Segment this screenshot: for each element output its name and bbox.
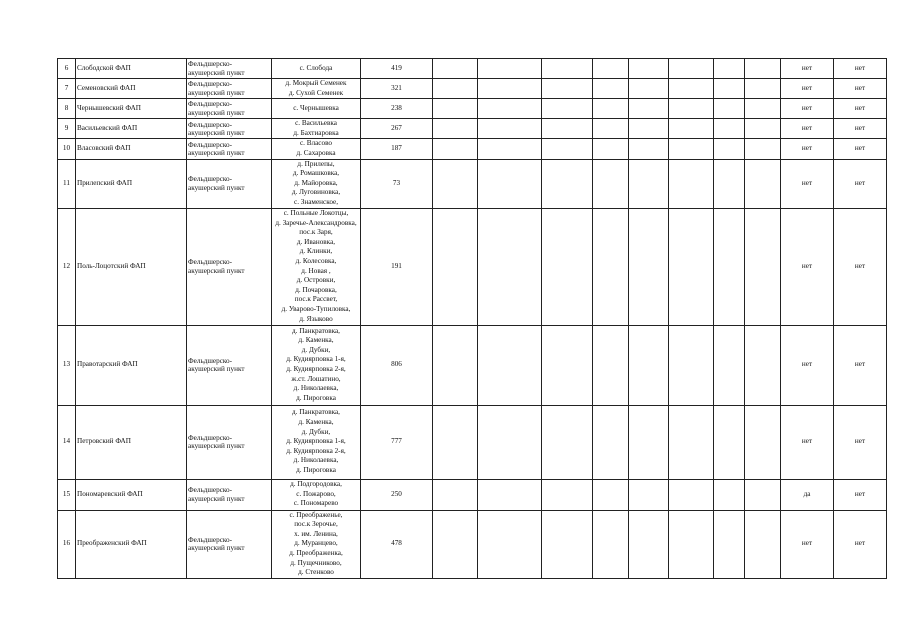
facility-name-cell: Слободской ФАП [76, 59, 187, 79]
empty-cell [542, 159, 593, 208]
empty-cell [714, 405, 745, 479]
empty-cell [478, 119, 542, 139]
empty-cell [433, 510, 478, 578]
empty-cell [593, 208, 629, 325]
facility-name-cell: Преображенский ФАП [76, 510, 187, 578]
table-row [58, 79, 887, 99]
flag-cell-a: нет [781, 405, 834, 479]
empty-cell [629, 139, 669, 159]
facility-type-cell-line: акушерский пункт [188, 544, 245, 553]
flag-cell-b: нет [834, 510, 887, 578]
localities-cell [272, 510, 361, 578]
localities-cell-line: д. Преображенка, [289, 548, 343, 557]
empty-cell [669, 325, 714, 405]
empty-cell [542, 99, 593, 119]
table-row [58, 325, 887, 405]
flag-cell-a: нет [781, 159, 834, 208]
empty-cell [542, 79, 593, 99]
facility-name-cell: Власовский ФАП [76, 139, 187, 159]
empty-cell [433, 325, 478, 405]
table-row [58, 59, 887, 79]
table-row [58, 405, 887, 479]
empty-cell [714, 139, 745, 159]
empty-cell [669, 119, 714, 139]
empty-cell [629, 479, 669, 510]
empty-cell [433, 159, 478, 208]
population-cell: 250 [361, 479, 433, 510]
empty-cell [433, 59, 478, 79]
flag-cell-a: нет [781, 510, 834, 578]
empty-cell [433, 208, 478, 325]
empty-cell [542, 208, 593, 325]
row-number-cell: 9 [58, 119, 76, 139]
empty-cell [629, 59, 669, 79]
empty-cell [669, 208, 714, 325]
empty-cell [669, 510, 714, 578]
localities-cell-line: д. Подгородовка, [290, 480, 342, 489]
localities-cell-line: д. Пущечниково, [290, 558, 342, 567]
localities-cell-line: д. Николаевка, [293, 384, 339, 393]
row-number-cell: 7 [58, 79, 76, 99]
row-number-cell: 8 [58, 99, 76, 119]
facility-name-cell: Поль-Лоцотский ФАП [76, 208, 187, 325]
empty-cell [714, 59, 745, 79]
empty-cell [433, 99, 478, 119]
empty-cell [714, 99, 745, 119]
facility-type-cell [187, 325, 272, 405]
empty-cell [714, 325, 745, 405]
table-row [58, 159, 887, 208]
facility-type-cell-line: Фельдшерско- [188, 100, 233, 109]
localities-cell-line: с. Власово [299, 139, 333, 148]
localities-cell [272, 99, 361, 119]
row-number-cell: 16 [58, 510, 76, 578]
facility-type-cell-line: акушерский пункт [188, 365, 245, 374]
localities-cell-line: д. Языково [299, 314, 333, 323]
localities-cell-line: д. Ивановка, [296, 237, 336, 246]
empty-cell [433, 479, 478, 510]
population-cell: 777 [361, 405, 433, 479]
empty-cell [478, 139, 542, 159]
empty-cell [745, 325, 781, 405]
localities-cell-line: д. Ромашковка, [292, 169, 340, 178]
population-cell: 187 [361, 139, 433, 159]
empty-cell [542, 510, 593, 578]
empty-cell [542, 119, 593, 139]
empty-cell [669, 79, 714, 99]
empty-cell [478, 325, 542, 405]
flag-cell-b: нет [834, 119, 887, 139]
table-row [58, 119, 887, 139]
localities-cell-line: д. Майоровка, [294, 178, 338, 187]
localities-cell-line: х. им. Ленина, [294, 529, 338, 538]
localities-cell [272, 139, 361, 159]
flag-cell-b: нет [834, 208, 887, 325]
empty-cell [745, 99, 781, 119]
localities-cell-line: д. Каменка, [298, 418, 334, 427]
facility-type-cell-line: акушерский пункт [188, 128, 245, 137]
flag-cell-b: нет [834, 159, 887, 208]
empty-cell [433, 139, 478, 159]
population-cell: 478 [361, 510, 433, 578]
table-row [58, 510, 887, 578]
empty-cell [593, 59, 629, 79]
facility-name-cell: Семеновский ФАП [76, 79, 187, 99]
facility-type-cell-line: акушерский пункт [188, 148, 245, 157]
empty-cell [669, 99, 714, 119]
localities-cell [272, 325, 361, 405]
localities-cell [272, 208, 361, 325]
empty-cell [745, 159, 781, 208]
empty-cell [714, 208, 745, 325]
population-cell: 321 [361, 79, 433, 99]
row-number-cell: 15 [58, 479, 76, 510]
empty-cell [629, 99, 669, 119]
population-cell: 267 [361, 119, 433, 139]
flag-cell-b: нет [834, 139, 887, 159]
localities-cell-line: д. Новая , [301, 266, 331, 275]
empty-cell [478, 479, 542, 510]
facility-type-cell [187, 479, 272, 510]
empty-cell [745, 510, 781, 578]
empty-cell [478, 208, 542, 325]
empty-cell [669, 159, 714, 208]
empty-cell [745, 405, 781, 479]
flag-cell-a: нет [781, 59, 834, 79]
localities-cell-line: д. Стенково [298, 568, 334, 577]
empty-cell [433, 79, 478, 99]
localities-cell-line: д. Почаровка, [295, 285, 337, 294]
localities-cell-line: д. Панкратовка, [292, 326, 340, 335]
localities-cell-line: д. Кудиярповка 1-я, [286, 355, 346, 364]
empty-cell [714, 510, 745, 578]
row-number-cell: 6 [58, 59, 76, 79]
facility-type-cell-line: Фельдшерско- [188, 535, 233, 544]
facility-type-cell [187, 208, 272, 325]
localities-cell-line: с. Васильевка [295, 119, 337, 128]
flag-cell-a: нет [781, 139, 834, 159]
row-number-cell: 12 [58, 208, 76, 325]
facility-type-cell-line: акушерский пункт [188, 88, 245, 97]
localities-cell-line: д. Кудиярповка 1-я, [286, 437, 346, 446]
empty-cell [629, 325, 669, 405]
facility-name-cell: Пономаревский ФАП [76, 479, 187, 510]
localities-cell [272, 59, 361, 79]
flag-cell-a: нет [781, 325, 834, 405]
empty-cell [478, 510, 542, 578]
empty-cell [593, 119, 629, 139]
empty-cell [593, 510, 629, 578]
facilities-table [57, 58, 887, 579]
facility-type-cell [187, 79, 272, 99]
flag-cell-b: нет [834, 79, 887, 99]
localities-cell-line: д. Николаевка, [293, 456, 339, 465]
localities-cell-line: д. Кудиярповка 2-я, [286, 365, 346, 374]
facility-type-cell-line: Фельдшерско- [188, 120, 233, 129]
empty-cell [542, 479, 593, 510]
flag-cell-a: нет [781, 99, 834, 119]
localities-cell-line: д. Панкратовка, [292, 408, 340, 417]
localities-cell-line: пос.к Зерочье, [294, 520, 338, 529]
empty-cell [593, 479, 629, 510]
table-row [58, 208, 887, 325]
row-number-cell: 11 [58, 159, 76, 208]
row-number-cell: 10 [58, 139, 76, 159]
facility-type-cell [187, 59, 272, 79]
localities-cell-line: д. Колесовка, [295, 256, 337, 265]
empty-cell [714, 479, 745, 510]
empty-cell [433, 405, 478, 479]
empty-cell [542, 59, 593, 79]
flag-cell-b: нет [834, 325, 887, 405]
population-cell: 419 [361, 59, 433, 79]
facility-type-cell [187, 119, 272, 139]
empty-cell [745, 119, 781, 139]
localities-cell-line: д. Луговиновка, [291, 188, 341, 197]
population-cell: 191 [361, 208, 433, 325]
row-number-cell: 13 [58, 325, 76, 405]
empty-cell [745, 79, 781, 99]
localities-cell-line: с. Пожарово, [296, 489, 336, 498]
facility-name-cell: Петровский ФАП [76, 405, 187, 479]
localities-cell-line: д. Каменка, [298, 336, 334, 345]
table-row [58, 99, 887, 119]
empty-cell [542, 139, 593, 159]
localities-cell-line: пос.к Рассвет, [294, 295, 338, 304]
localities-cell [272, 405, 361, 479]
empty-cell [629, 510, 669, 578]
facility-type-cell-line: акушерский пункт [188, 68, 245, 77]
localities-cell [272, 159, 361, 208]
localities-cell-line: д. Прилепы, [297, 159, 335, 168]
flag-cell-b: нет [834, 99, 887, 119]
localities-cell-line: с. Преображенье, [289, 510, 343, 519]
empty-cell [745, 479, 781, 510]
empty-cell [629, 405, 669, 479]
facility-type-cell-line: Фельдшерско- [188, 80, 233, 89]
facility-type-cell-line: Фельдшерско- [188, 433, 233, 442]
empty-cell [478, 99, 542, 119]
empty-cell [593, 325, 629, 405]
empty-cell [629, 79, 669, 99]
flag-cell-a: нет [781, 119, 834, 139]
empty-cell [714, 159, 745, 208]
localities-cell-line: д. Дубки, [301, 427, 331, 436]
empty-cell [745, 139, 781, 159]
facility-name-cell: Васильевский ФАП [76, 119, 187, 139]
localities-cell-line: д. Уварово-Тупиловка, [281, 304, 351, 313]
population-cell: 73 [361, 159, 433, 208]
flag-cell-b: нет [834, 59, 887, 79]
empty-cell [593, 405, 629, 479]
empty-cell [629, 159, 669, 208]
localities-cell-line: д. Сухой Семенек [288, 88, 344, 97]
localities-cell-line: с. Пономарево [293, 499, 339, 508]
empty-cell [714, 119, 745, 139]
empty-cell [593, 79, 629, 99]
localities-cell-line: пос.к Заря, [299, 228, 333, 237]
facility-type-cell-line: акушерский пункт [188, 266, 245, 275]
empty-cell [669, 139, 714, 159]
empty-cell [593, 139, 629, 159]
localities-cell [272, 119, 361, 139]
empty-cell [669, 59, 714, 79]
facility-type-cell [187, 159, 272, 208]
localities-cell-line: д. Бахтиаровка [293, 128, 339, 137]
empty-cell [629, 119, 669, 139]
localities-cell-line: д. Пироговка [296, 466, 336, 475]
row-number-cell: 14 [58, 405, 76, 479]
table-row [58, 479, 887, 510]
localities-cell-line: с. Слобода [299, 63, 333, 72]
empty-cell [669, 405, 714, 479]
empty-cell [745, 208, 781, 325]
localities-cell-line: д. Заречье-Александровка, [275, 218, 357, 227]
localities-cell-line: д. Клинки, [299, 247, 333, 256]
facility-type-cell-line: Фельдшерско- [188, 356, 233, 365]
localities-cell-line: д. Муранцево, [294, 539, 338, 548]
facility-type-cell [187, 405, 272, 479]
facility-type-cell-line: Фельдшерско- [188, 140, 233, 149]
flag-cell-a: нет [781, 208, 834, 325]
empty-cell [542, 405, 593, 479]
localities-cell [272, 479, 361, 510]
empty-cell [478, 159, 542, 208]
localities-cell-line: д. Кудиярповка 2-я, [286, 446, 346, 455]
facility-type-cell [187, 99, 272, 119]
facility-name-cell: Прилепский ФАП [76, 159, 187, 208]
empty-cell [542, 325, 593, 405]
localities-cell-line: д. Островки, [296, 276, 336, 285]
localities-cell-line: д. Мокрый Семенек [285, 79, 347, 87]
table-row [58, 139, 887, 159]
empty-cell [745, 59, 781, 79]
empty-cell [593, 99, 629, 119]
empty-cell [433, 119, 478, 139]
empty-cell [478, 79, 542, 99]
facility-type-cell-line: Фельдшерско- [188, 175, 233, 184]
facility-type-cell [187, 510, 272, 578]
facility-type-cell-line: акушерский пункт [188, 183, 245, 192]
localities-cell-line: с. Знаменское, [294, 197, 338, 206]
facility-type-cell-line: Фельдшерско- [188, 258, 233, 267]
localities-cell-line: д. Пироговка [296, 393, 336, 402]
flag-cell-b: нет [834, 479, 887, 510]
population-cell: 238 [361, 99, 433, 119]
flag-cell-a: нет [781, 79, 834, 99]
empty-cell [669, 479, 714, 510]
empty-cell [478, 59, 542, 79]
facility-name-cell: Чернышевский ФАП [76, 99, 187, 119]
empty-cell [478, 405, 542, 479]
empty-cell [629, 208, 669, 325]
empty-cell [593, 159, 629, 208]
facility-type-cell-line: Фельдшерско- [188, 486, 233, 495]
facility-type-cell-line: акушерский пункт [188, 108, 245, 117]
localities-cell [272, 79, 361, 99]
localities-cell-line: д. Сахаровка [296, 148, 336, 157]
table-body [58, 59, 887, 579]
facility-type-cell-line: Фельдшерско- [188, 60, 233, 69]
population-cell: 806 [361, 325, 433, 405]
localities-cell-line: д. Дубки, [301, 345, 331, 354]
facility-type-cell-line: акушерский пункт [188, 442, 245, 451]
facility-name-cell: Правотарский ФАП [76, 325, 187, 405]
flag-cell-a: да [781, 479, 834, 510]
empty-cell [714, 79, 745, 99]
localities-cell-line: с. Чернышевка [293, 103, 339, 112]
facility-type-cell-line: акушерский пункт [188, 494, 245, 503]
localities-cell-line: с. Польные Локотцы, [283, 208, 349, 217]
facility-type-cell [187, 139, 272, 159]
flag-cell-b: нет [834, 405, 887, 479]
localities-cell-line: ж.ст. Лошатино, [291, 374, 341, 383]
